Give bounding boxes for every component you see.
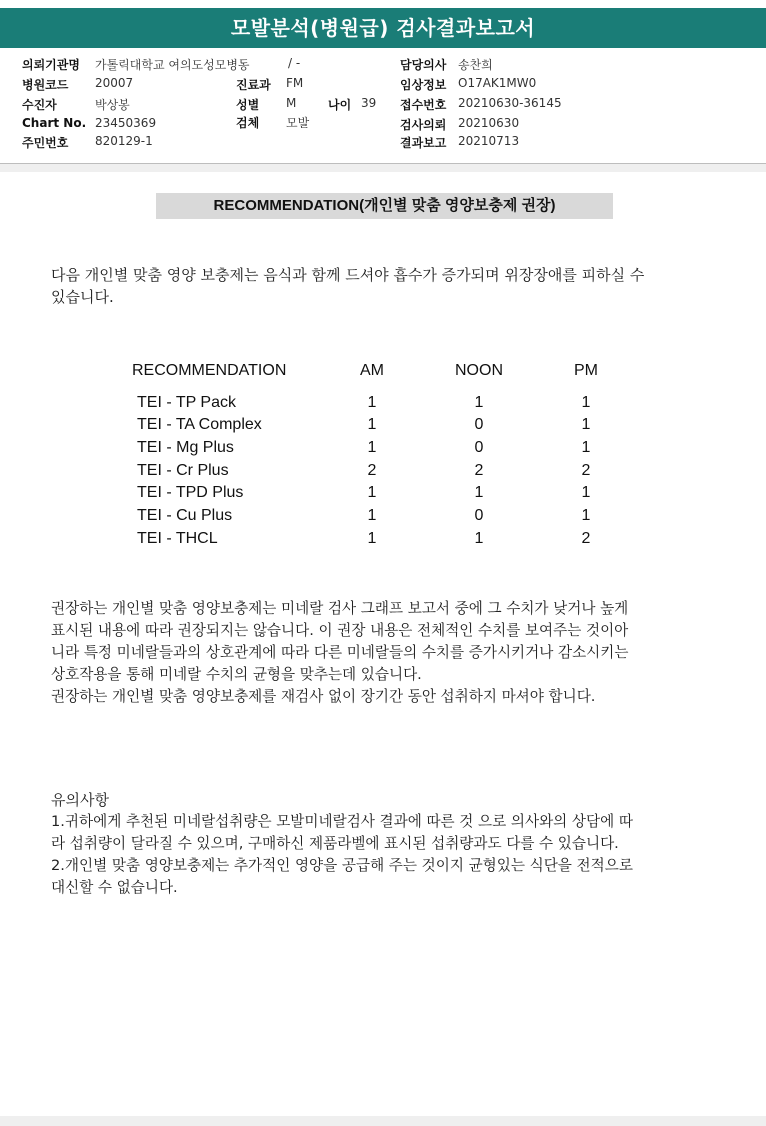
pm-dose: 2 [581, 462, 591, 479]
resident-label: 주민번호 [22, 136, 69, 150]
patient-value: 박상봉 [95, 98, 130, 112]
col-header-noon: NOON [455, 362, 503, 379]
am-dose: 1 [367, 484, 377, 501]
specimen-label: 검체 [236, 116, 260, 130]
pm-dose: 1 [581, 439, 591, 456]
result-value: 20210713 [458, 134, 520, 148]
col-header-pm: PM [574, 362, 598, 379]
noon-dose: 0 [474, 416, 484, 433]
notes-body: 1.귀하에게 추천된 미네랄섭취량은 모발미네랄검사 결과에 따른 것 으로 의사와의 상담에 따 라 섭취량이 달라질 수 있으며, 구매하신 제품라벨에 표시된 섭취량과도 다를 수 있습니다. 2.개인별 맞춤 영양보충제는 추가적인 영양을 공급해 주는 것이지 균형있는 식단을 전적으로 대신할 수 없습니다. [51, 813, 633, 896]
clinical-info-value: O17AK1MW0 [458, 76, 537, 90]
physician-value: 송찬희 [458, 58, 493, 72]
pm-dose: 2 [581, 530, 591, 547]
pm-dose: 1 [581, 484, 591, 501]
table-row [0, 530, 766, 552]
pm-dose: 1 [581, 394, 591, 411]
pm-dose: 1 [581, 416, 591, 433]
recommendation-title: RECOMMENDATION(개인별 맞춤 영양보충제 권장) [156, 193, 613, 219]
table-row [0, 462, 766, 484]
table-row [0, 416, 766, 438]
age-label: 나이 [328, 98, 352, 112]
table-row [0, 394, 766, 416]
noon-dose: 0 [474, 439, 484, 456]
am-dose: 1 [367, 439, 377, 456]
noon-dose: 0 [474, 507, 484, 524]
am-dose: 1 [367, 507, 377, 524]
am-dose: 1 [367, 530, 377, 547]
age-value: 39 [361, 96, 377, 110]
col-header-am: AM [360, 362, 384, 379]
resident-value: 820129-1 [95, 134, 153, 148]
noon-dose: 2 [474, 462, 484, 479]
supplement-name: TEI - TA Complex [137, 416, 262, 433]
am-dose: 1 [367, 394, 377, 411]
patient-info-header [0, 52, 766, 164]
table-row [0, 507, 766, 529]
noon-dose: 1 [474, 394, 484, 411]
hospital-code-label: 병원코드 [22, 78, 69, 92]
table-row [0, 439, 766, 461]
table-row [0, 484, 766, 506]
supplement-name: TEI - TP Pack [137, 394, 236, 411]
supplement-name: TEI - Cr Plus [137, 462, 229, 479]
col-header-recommendation: RECOMMENDATION [132, 362, 287, 379]
report-title: 모발분석(병원급) 검사결과보고서 [0, 8, 766, 48]
notes-heading: 유의사항 [51, 791, 109, 809]
department-label: 진료과 [236, 78, 271, 92]
chart-value: 23450369 [95, 116, 157, 130]
section-band [0, 164, 766, 172]
physician-label: 담당의사 [400, 58, 447, 72]
sex-value: M [286, 96, 297, 110]
patient-label: 수진자 [22, 98, 57, 112]
supplement-name: TEI - TPD Plus [137, 484, 244, 501]
sex-label: 성별 [236, 98, 260, 112]
footer-band [0, 1116, 766, 1126]
clinical-info-label: 임상정보 [400, 78, 447, 92]
supplement-name: TEI - Mg Plus [137, 439, 234, 456]
institution-value: 가톨릭대학교 여의도성모병동 [95, 58, 250, 72]
request-label: 검사의뢰 [400, 118, 447, 132]
doctor-field-value: / - [288, 56, 301, 70]
result-label: 결과보고 [400, 136, 447, 150]
supplement-name: TEI - Cu Plus [137, 507, 233, 524]
chart-label: Chart No. [22, 116, 87, 130]
recommendation-intro: 다음 개인별 맞춤 영양 보충제는 음식과 함께 드셔야 흡수가 증가되며 위장장애를 피하실 수 있습니다. [51, 266, 645, 306]
noon-dose: 1 [474, 530, 484, 547]
hospital-code-value: 20007 [95, 76, 134, 90]
request-value: 20210630 [458, 116, 520, 130]
recommendation-explanation: 권장하는 개인별 맞춤 영양보충제는 미네랄 검사 그래프 보고서 중에 그 수치가 낮거나 높게 표시된 내용에 따라 권장되지는 않습니다. 이 권장 내용은 전체적인 수치를 보여주는 것이아 니라 특정 미네랄들과의 상호관계에 따라 다른 미네랄들의 수치를 증가시키거나 감소시키는 상호작용을 통해 미네랄 수치의 균형을 맞추는데 있습니다. 권장하는 개인별 맞춤 영양보충제를 재검사 없이 장기간 동안 섭취하지 마셔야 합니다. [51, 600, 629, 705]
pm-dose: 1 [581, 507, 591, 524]
am-dose: 2 [367, 462, 377, 479]
institution-label: 의뢰기관명 [22, 58, 80, 72]
supplement-name: TEI - THCL [137, 530, 218, 547]
specimen-value: 모발 [286, 116, 310, 130]
am-dose: 1 [367, 416, 377, 433]
noon-dose: 1 [474, 484, 484, 501]
receipt-value: 20210630-36145 [458, 96, 562, 110]
department-value: FM [286, 76, 304, 90]
receipt-label: 접수번호 [400, 98, 447, 112]
